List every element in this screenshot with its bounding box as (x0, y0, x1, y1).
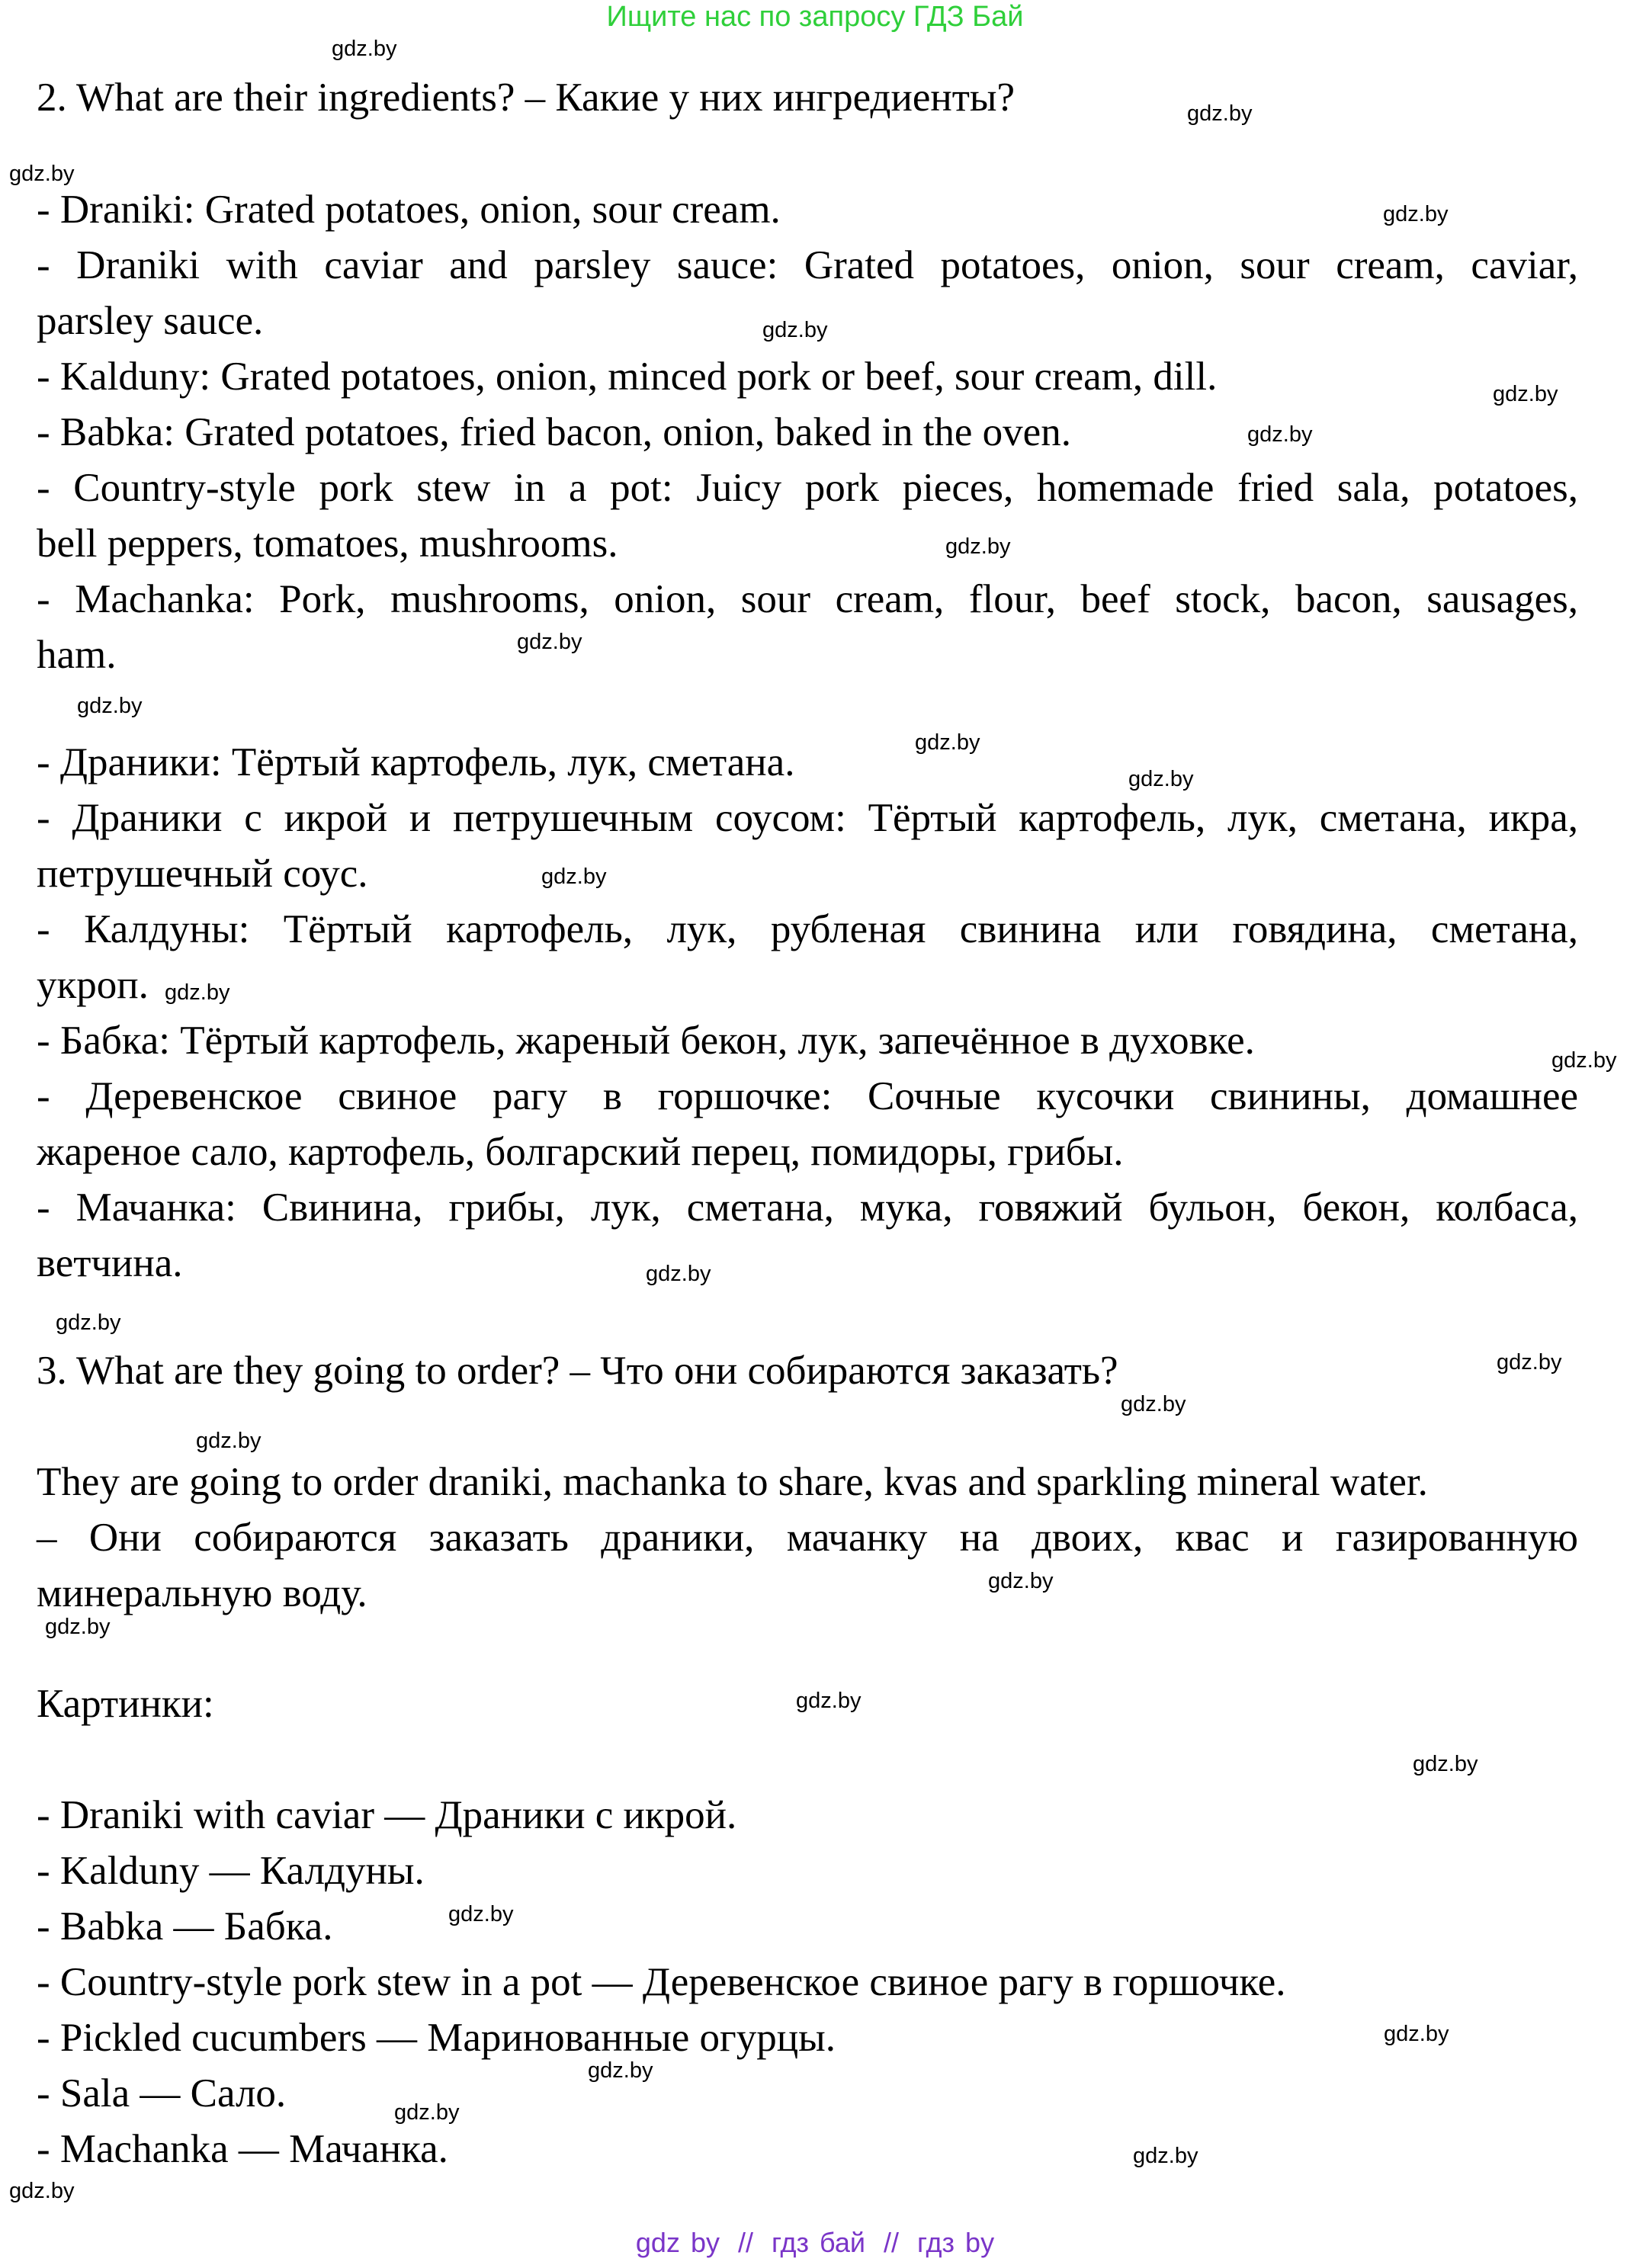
answer-line: минеральную воду. (37, 1571, 367, 1615)
watermark: gdz.by (9, 2179, 75, 2203)
footer-link-gdz-by[interactable]: gdz by (635, 2227, 720, 2258)
watermark: gdz.by (165, 980, 230, 1005)
footer-links (0, 2226, 1630, 2260)
picture-item: - Country-style pork stew in a pot — Деревенское свиное рагу в горшочке. (37, 1960, 1286, 2004)
footer-separator: // (884, 2227, 900, 2258)
watermark: gdz.by (1121, 1392, 1186, 1416)
picture-item: - Machanka — Мачанка. (37, 2127, 448, 2171)
watermark: gdz.by (45, 1615, 111, 1639)
watermark: gdz.by (541, 865, 607, 889)
picture-item: - Pickled cucumbers — Маринованные огурцы. (37, 2016, 836, 2060)
ingredient-line-ru: - Деревенское свиное рагу в горшочке: Сочные кусочки свинины, домашнее (37, 1074, 1578, 1118)
watermark: gdz.by (1551, 1048, 1617, 1073)
watermark: gdz.by (1413, 1752, 1478, 1776)
watermark: gdz.by (56, 1310, 121, 1335)
watermark: gdz.by (517, 630, 582, 654)
ingredient-line-en: - Draniki: Grated potatoes, onion, sour cream. (37, 188, 781, 232)
picture-item: - Babka — Бабка. (37, 1904, 333, 1949)
watermark: gdz.by (915, 730, 980, 755)
footer-link-gdz-by-cyrillic[interactable]: гдз by (917, 2227, 995, 2258)
question-2-title: 2. What are their ingredients? – Какие у них ингредиенты? (37, 75, 1015, 120)
ingredient-line-ru: - Драники: Тёртый картофель, лук, сметана. (37, 740, 795, 784)
ingredient-line-en: parsley sauce. (37, 299, 264, 343)
watermark: gdz.by (588, 2058, 653, 2083)
ingredient-line-ru: ветчина. (37, 1241, 183, 1285)
answer-line: – Они собираются заказать драники, мачанку на двоих, квас и газированную (37, 1516, 1578, 1560)
watermark: gdz.by (448, 1902, 514, 1926)
watermark: gdz.by (1247, 422, 1313, 447)
picture-item: - Draniki with caviar — Драники с икрой. (37, 1793, 737, 1837)
watermark: gdz.by (1187, 101, 1253, 126)
watermark: gdz.by (394, 2100, 460, 2125)
ingredient-line-en: bell peppers, tomatoes, mushrooms. (37, 521, 618, 566)
watermark: gdz.by (1384, 2022, 1449, 2046)
watermark: gdz.by (196, 1429, 262, 1453)
ingredient-line-en: - Kalduny: Grated potatoes, onion, minced pork or beef, sour cream, dill. (37, 354, 1218, 399)
pictures-title: Картинки: (37, 1682, 214, 1726)
ingredient-line-ru: жареное сало, картофель, болгарский перец, помидоры, грибы. (37, 1130, 1124, 1174)
answer-line: They are going to order draniki, machanka to share, kvas and sparkling mineral water. (37, 1460, 1428, 1504)
ingredient-line-en: - Draniki with caviar and parsley sauce: Grated potatoes, onion, sour cream, caviar, (37, 243, 1578, 287)
watermark: gdz.by (945, 534, 1011, 559)
picture-item: - Sala — Сало. (37, 2071, 287, 2116)
footer-separator: // (738, 2227, 754, 2258)
watermark: gdz.by (9, 162, 75, 186)
header-search-link[interactable]: Ищите нас по запросу ГДЗ Бай (606, 1, 1024, 33)
watermark: gdz.by (332, 37, 397, 61)
ingredient-line-ru: - Бабка: Тёртый картофель, жареный бекон, лук, запечённое в духовке. (37, 1019, 1255, 1063)
ingredient-line-ru: укроп. (37, 963, 149, 1007)
ingredient-line-en: - Country-style pork stew in a pot: Juicy pork pieces, homemade fried sala, potatoes, (37, 466, 1578, 510)
ingredient-line-ru: - Драники с икрой и петрушечным соусом: Тёртый картофель, лук, сметана, икра, (37, 796, 1578, 840)
watermark: gdz.by (1133, 2144, 1198, 2168)
watermark: gdz.by (1493, 382, 1558, 406)
watermark: gdz.by (762, 318, 828, 342)
watermark: gdz.by (1128, 767, 1194, 791)
ingredient-line-en: ham. (37, 633, 117, 677)
watermark: gdz.by (1383, 202, 1449, 226)
watermark: gdz.by (988, 1569, 1054, 1593)
ingredient-line-ru: - Калдуны: Тёртый картофель, лук, рубленая свинина или говядина, сметана, (37, 907, 1578, 951)
picture-item: - Kalduny — Калдуны. (37, 1849, 425, 1893)
footer-link-gdz-bai[interactable]: гдз бай (772, 2227, 865, 2258)
watermark: gdz.by (646, 1262, 711, 1286)
ingredient-line-ru: - Мачанка: Свинина, грибы, лук, сметана, мука, говяжий бульон, бекон, колбаса, (37, 1185, 1578, 1230)
ingredient-line-en: - Babka: Grated potatoes, fried bacon, onion, baked in the oven. (37, 410, 1071, 454)
watermark: gdz.by (796, 1689, 862, 1713)
question-3-title: 3. What are they going to order? – Что они собираются заказать? (37, 1349, 1118, 1393)
watermark: gdz.by (1497, 1350, 1562, 1375)
watermark: gdz.by (77, 694, 143, 718)
ingredient-line-ru: петрушечный соус. (37, 852, 368, 896)
ingredient-line-en: - Machanka: Pork, mushrooms, onion, sour cream, flour, beef stock, bacon, sausages, (37, 577, 1578, 621)
